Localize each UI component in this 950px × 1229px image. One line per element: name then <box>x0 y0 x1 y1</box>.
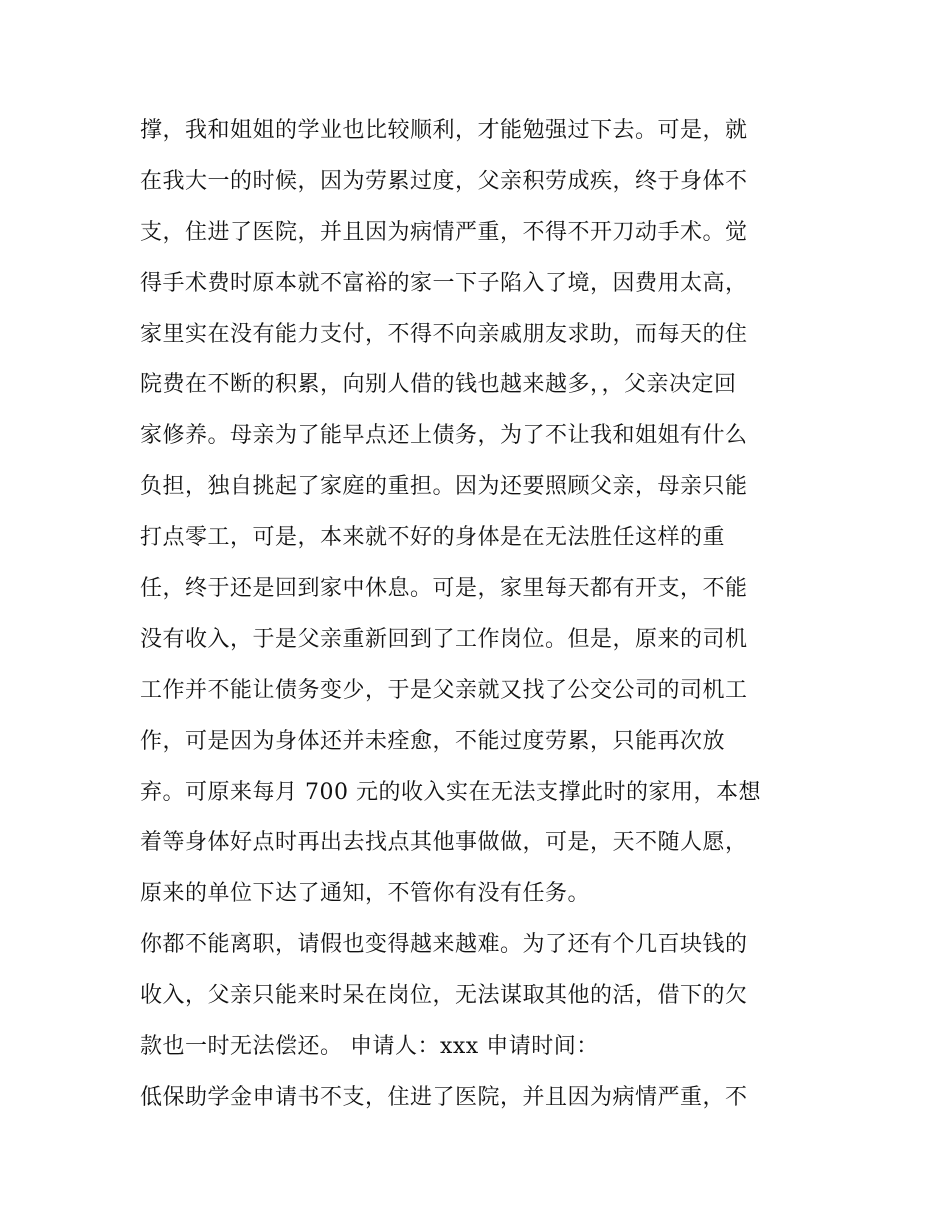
text-line: 低保助学金申请书不支，住进了医院，并且因为病情严重，不 <box>140 1084 748 1110</box>
text-line: 没有收入，于是父亲重新回到了工作岗位。但是，原来的司机 <box>140 626 748 652</box>
text-line: 收入，父亲只能来时呆在岗位，无法谋取其他的活，借下的欠 <box>140 983 748 1009</box>
text-line: 作，可是因为身体还并未痊愈，不能过度劳累，只能再次放 <box>140 728 726 754</box>
text-line: 着等身体好点时再出去找点其他事做做，可是，天不随人愿， <box>140 830 748 856</box>
text-line: 支，住进了医院，并且因为病情严重，不得不开刀动手术。觉 <box>140 219 748 245</box>
text-line: 负担，独自挑起了家庭的重担。因为还要照顾父亲，母亲只能 <box>140 474 748 500</box>
text-line: 在我大一的时候，因为劳累过度，父亲积劳成疾，终于身体不 <box>140 168 748 194</box>
text-line: 家里实在没有能力支付，不得不向亲戚朋友求助，而每天的住 <box>140 321 748 347</box>
text-line: 撑，我和姐姐的学业也比较顺利，才能勉强过下去。可是，就 <box>140 118 748 143</box>
body-text <box>140 106 820 1124</box>
text-line: 原来的单位下达了通知，不管你有没有任务。 <box>140 881 591 907</box>
text-line: 款也一时无法偿还。 申请人：xxx 申请时间： <box>140 1034 599 1060</box>
text-line: 打点零工，可是，本来就不好的身体是在无法胜任这样的重 <box>140 525 726 551</box>
text-line: 任，终于还是回到家中休息。可是，家里每天都有开支，不能 <box>140 576 748 602</box>
text-line: 院费在不断的积累，向别人借的钱也越来越多，，父亲决定回 <box>140 372 737 398</box>
text-line: 家修养。母亲为了能早点还上债务，为了不让我和姐姐有什么 <box>140 423 748 449</box>
text-line: 得手术费时原本就不富裕的家一下子陷入了境，因费用太高， <box>140 270 748 296</box>
text-line: 工作并不能让债务变少，于是父亲就又找了公交公司的司机工 <box>140 677 748 703</box>
text-line: 你都不能离职，请假也变得越来越难。为了还有个几百块钱的 <box>140 932 748 958</box>
text-line: 弃。可原来每月 700 元的收入实在无法支撑此时的家用，本想 <box>140 779 761 805</box>
